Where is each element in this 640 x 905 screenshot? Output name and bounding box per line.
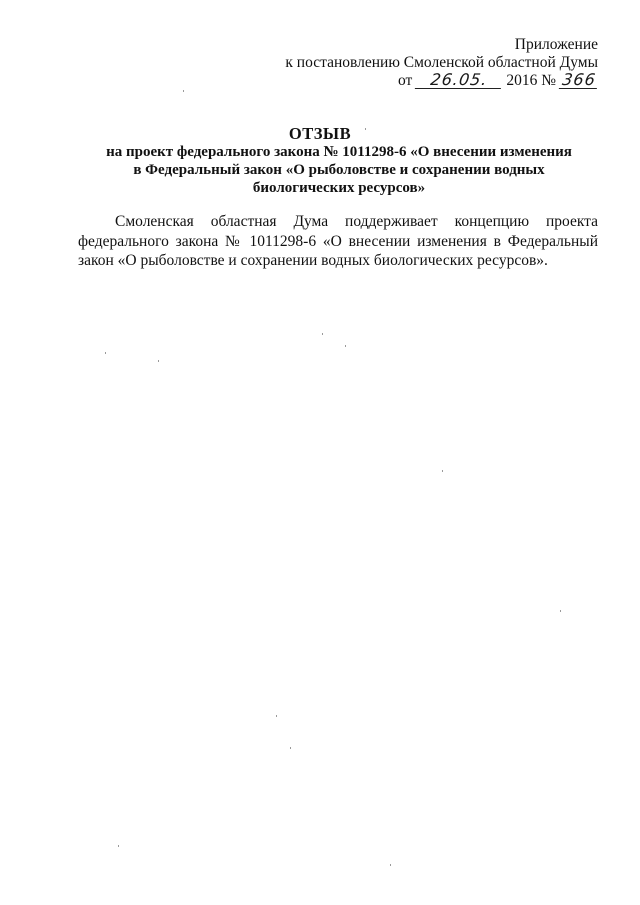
appendix-resolution-ref: к постановлению Смоленской областной Думы	[285, 54, 598, 71]
scan-speck	[158, 360, 159, 362]
scan-speck	[442, 470, 443, 472]
handwritten-date: 26.05.	[415, 72, 503, 89]
scan-speck	[105, 352, 106, 354]
scan-speck	[365, 128, 366, 130]
scan-speck	[560, 610, 561, 612]
handwritten-number: 366	[559, 72, 599, 89]
subtitle-line-1: на проект федерального закона № 1011298-6 «О внесении изменения	[106, 144, 572, 160]
document-title: ОТЗЫВ	[288, 124, 352, 143]
date-prefix: от	[398, 72, 413, 89]
subtitle-line-3: биологических ресурсов»	[252, 180, 426, 196]
scan-speck	[118, 845, 119, 847]
scan-speck	[345, 345, 346, 347]
body-paragraph: Смоленская областная Дума поддерживает концепцию проекта федерального закона № 1011298-6 «О внесении изменения в Федеральный закон «О рыболовстве и сохранении водных биологических ресурсов».	[78, 213, 598, 269]
scan-speck	[276, 715, 277, 717]
scan-speck	[183, 90, 184, 92]
scan-speck	[390, 864, 391, 866]
appendix-header	[285, 36, 598, 90]
appendix-date-line	[398, 72, 598, 90]
year-and-number-label: 2016 №	[506, 72, 556, 89]
appendix-label: Приложение	[514, 36, 598, 53]
scan-speck	[290, 747, 291, 749]
scan-speck	[322, 333, 323, 335]
document-subtitle	[70, 143, 608, 197]
subtitle-line-2: в Федеральный закон «О рыболовстве и сохранении водных	[133, 162, 545, 178]
